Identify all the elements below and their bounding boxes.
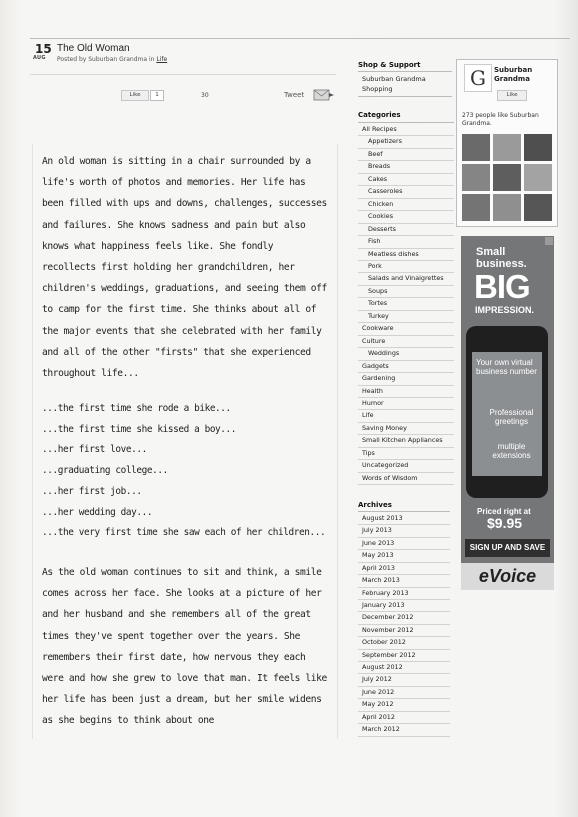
evoice-logo[interactable]: eVoice	[461, 563, 554, 590]
fan-avatar[interactable]	[524, 134, 552, 161]
fan-avatar[interactable]	[524, 164, 552, 191]
archive-link[interactable]: April 2012	[358, 712, 450, 724]
post-date-month: AUG	[33, 55, 46, 61]
shop-link[interactable]: Suburban Grandma Shopping	[362, 75, 426, 93]
post-meta	[57, 56, 167, 63]
fan-avatar[interactable]	[462, 134, 490, 161]
category-link[interactable]: Desserts	[358, 224, 454, 236]
header-divider	[30, 38, 570, 39]
category-link[interactable]: Small Kitchen Appliances	[358, 435, 454, 447]
archive-link[interactable]: April 2013	[358, 563, 450, 575]
archives-heading-rule	[358, 511, 450, 512]
category-link[interactable]: Casseroles	[358, 186, 454, 198]
ad-big-text: BIG	[474, 268, 530, 305]
categories-heading: Categories	[358, 111, 401, 119]
category-link[interactable]: Fish	[358, 236, 454, 248]
page-logo[interactable]: G	[464, 64, 492, 92]
category-link[interactable]: Meatless dishes	[358, 249, 454, 261]
facebook-page-like-button[interactable]: Like	[497, 90, 527, 101]
category-link[interactable]: Saving Money	[358, 423, 454, 435]
category-link[interactable]: Culture	[358, 336, 454, 348]
category-link[interactable]: Weddings	[358, 348, 454, 360]
category-link[interactable]: Pork	[358, 261, 454, 273]
category-link[interactable]: Gadgets	[358, 361, 454, 373]
archive-link[interactable]: March 2013	[358, 575, 450, 587]
category-link[interactable]: Appetizers	[358, 136, 454, 148]
firsts-item: ...her wedding day...	[42, 506, 153, 518]
share-count: 30	[201, 92, 209, 99]
archive-link[interactable]: March 2012	[358, 724, 450, 736]
categories-list	[358, 124, 454, 485]
categories-heading-rule	[358, 122, 454, 123]
article-paragraph-1: An old woman is sitting in a chair surrounded by a life's worth of photos and memories. Her life has been filled with ups and downs, challenges, successes and failures. She knows sadness and pain but also knows what happiness feels like. She fondly recollects first holding her grandchildren, her children's weddings, graduations, and seeing them off to camp for the first time. She thinks about all of the major events that she celebrated with her family and all of the other "firsts" that she experienced throughout life...	[42, 156, 327, 380]
email-share-icon[interactable]	[313, 89, 335, 101]
archive-link[interactable]: May 2013	[358, 550, 450, 562]
archive-link[interactable]: June 2012	[358, 687, 450, 699]
archive-link[interactable]: July 2013	[358, 525, 450, 537]
category-link[interactable]: Gardening	[358, 373, 454, 385]
archive-link[interactable]: August 2012	[358, 662, 450, 674]
category-link[interactable]: Turkey	[358, 311, 454, 323]
post-title[interactable]: The Old Woman	[57, 43, 130, 54]
shop-support-heading: Shop & Support	[358, 61, 421, 69]
category-link[interactable]: Cakes	[358, 174, 454, 186]
category-link[interactable]: Chicken	[358, 199, 454, 211]
category-link[interactable]: All Recipes	[358, 124, 454, 136]
archives-heading: Archives	[358, 501, 392, 509]
archives-list	[358, 513, 450, 737]
ad-headline	[476, 246, 527, 270]
ad-feature-1: Your own virtual business number	[476, 358, 537, 376]
meta-divider	[30, 74, 336, 75]
fan-avatar[interactable]	[493, 194, 521, 221]
category-link[interactable]: Life	[358, 410, 454, 422]
archive-link[interactable]: July 2012	[358, 674, 450, 686]
post-date-day: 15	[35, 42, 52, 56]
shop-link-rule	[358, 96, 452, 97]
ad-choices-icon[interactable]	[545, 237, 553, 245]
archive-link[interactable]: November 2012	[358, 625, 450, 637]
category-link[interactable]: Cookware	[358, 323, 454, 335]
archive-link[interactable]: February 2013	[358, 588, 450, 600]
fan-avatar[interactable]	[462, 164, 490, 191]
firsts-item: ...the first time she rode a bike...	[42, 403, 231, 414]
facebook-like-button[interactable]: Like	[121, 90, 149, 101]
ad-feature-2: Professional greetings	[489, 408, 534, 426]
ad-price-label: Priced right at	[477, 507, 531, 516]
firsts-item: ...the very first time she saw each of her children...	[42, 527, 326, 539]
facebook-page-name[interactable]: Suburban Grandma	[494, 66, 533, 83]
category-link[interactable]: Health	[358, 386, 454, 398]
category-link[interactable]: Uncategorized	[358, 460, 454, 472]
archive-link[interactable]: October 2012	[358, 637, 450, 649]
firsts-item: ...her first job...	[42, 485, 142, 497]
archive-link[interactable]: June 2013	[358, 538, 450, 550]
like-count-bubble: 1	[150, 90, 164, 101]
archive-link[interactable]: May 2012	[358, 699, 450, 711]
category-link[interactable]: Words of Wisdom	[358, 473, 454, 485]
category-link[interactable]: Soups	[358, 286, 454, 298]
category-link[interactable]: Salads and Vinaigrettes	[358, 273, 454, 285]
category-link[interactable]: Beef	[358, 149, 454, 161]
facebook-fan-count: 273 people like Suburban Grandma.	[462, 112, 539, 127]
ad-impression-text: IMPRESSION.	[475, 305, 535, 315]
category-link[interactable]: Cookies	[358, 211, 454, 223]
fan-avatar[interactable]	[462, 194, 490, 221]
fan-avatar[interactable]	[524, 194, 552, 221]
post-meta-prefix: Posted by Suburban Grandma in	[57, 56, 155, 63]
article-paragraph-2: As the old woman continues to sit and think, a smile comes across her face. She looks at a picture of her and her husband and she remembers all of the great times they've spent together over the years. She remembers their first date, how nervous they each were and how she grew to love that man. It feels like her life has been just a dream, but her smile widens as she begins to think about one	[42, 567, 327, 727]
fan-faces-grid	[462, 134, 554, 222]
category-link[interactable]: Tips	[358, 448, 454, 460]
fan-avatar[interactable]	[493, 164, 521, 191]
archive-link[interactable]: August 2013	[358, 513, 450, 525]
firsts-list	[42, 399, 325, 544]
post-category-link[interactable]: Life	[156, 56, 168, 63]
shop-heading-rule	[358, 71, 452, 72]
ad-price: $9.95	[487, 515, 523, 531]
archive-link[interactable]: September 2012	[358, 650, 450, 662]
firsts-item: ...graduating college...	[42, 465, 168, 477]
archive-link[interactable]: December 2012	[358, 612, 450, 624]
ad-headline-line1: Small	[476, 246, 506, 258]
category-link[interactable]: Tortes	[358, 298, 454, 310]
ad-headline-line2: business.	[476, 258, 527, 270]
ad-signup-button[interactable]: SIGN UP AND SAVE	[465, 539, 550, 557]
firsts-item: ...her first love...	[42, 444, 147, 456]
category-link[interactable]: Humor	[358, 398, 454, 410]
fan-avatar[interactable]	[493, 134, 521, 161]
firsts-item: ...the first time she kissed a boy...	[42, 423, 237, 435]
archive-link[interactable]: January 2013	[358, 600, 450, 612]
tweet-button[interactable]: Tweet	[284, 91, 305, 99]
ad-feature-3: multiple extensions	[492, 442, 531, 460]
category-link[interactable]: Breads	[358, 161, 454, 173]
